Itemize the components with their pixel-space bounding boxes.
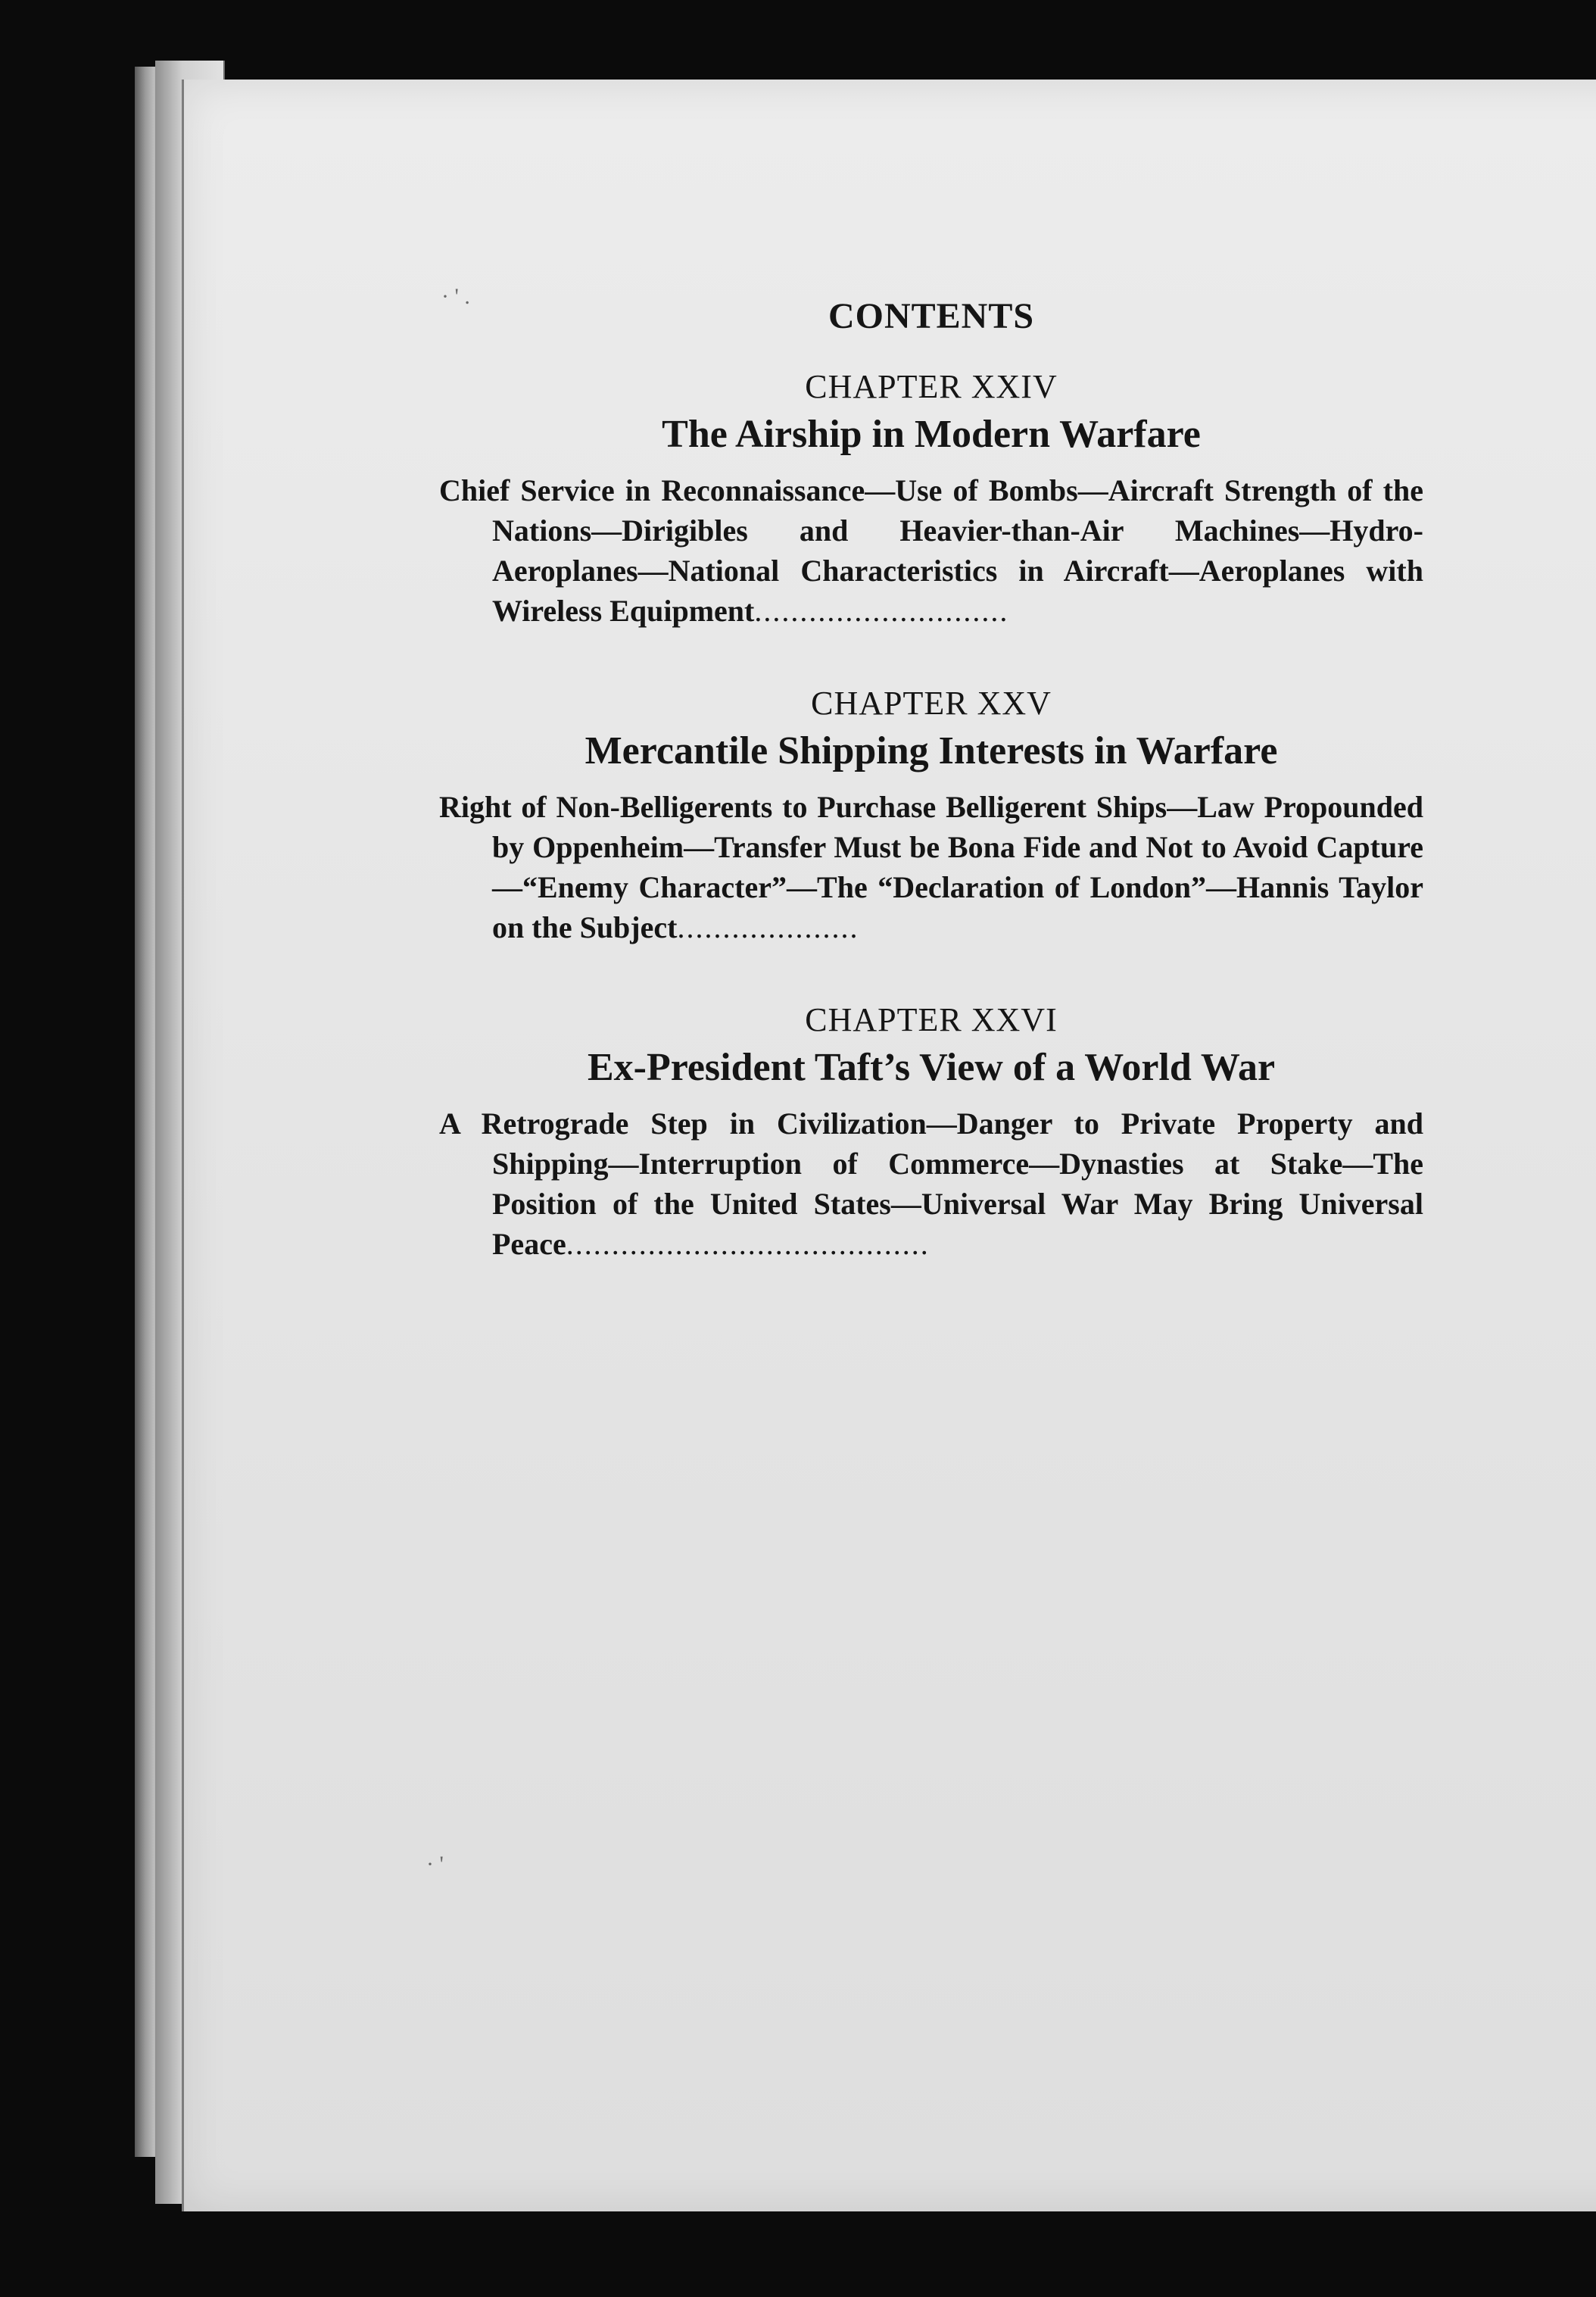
chapter-summary-text: Right of Non-Belligerents to Purchase Belligerent Ships—Law Propounded by Oppenheim—Transfer Must be Bona Fide and Not to Avoid Capture—“Enemy Character”—The “Declaration of London”—Hannis Taylor on the Subject <box>439 790 1423 944</box>
contents-heading: CONTENTS <box>828 296 1035 336</box>
chapter-title: Mercantile Shipping Interests in Warfare <box>584 729 1278 772</box>
chapter-summary <box>439 787 1423 947</box>
dot-leader: ........................................ <box>566 1227 930 1261</box>
page-speck: · ' <box>426 1852 444 1877</box>
chapter-number: CHAPTER XXV <box>811 685 1052 722</box>
chapter-entry <box>439 684 1423 947</box>
contents-block <box>439 295 1423 1317</box>
page-speck: · ' . <box>441 284 470 309</box>
chapter-entry <box>439 367 1423 631</box>
chapter-title: The Airship in Modern Warfare <box>662 413 1201 456</box>
chapter-summary-text: Chief Service in Reconnaissance—Use of Bombs—Aircraft Strength of the Nations—Dirigibles and Heavier-than-Air Machines—Hydro-Aeroplanes—National Characteristics in Aircraft—Aeroplanes with Wireless Equipment <box>439 473 1423 628</box>
chapter-number: CHAPTER XXIV <box>805 368 1058 405</box>
dot-leader: ............................ <box>754 594 1009 628</box>
chapter-title: Ex-President Taft’s View of a World War <box>587 1046 1276 1089</box>
chapter-entry <box>439 1000 1423 1264</box>
chapter-number: CHAPTER XXVI <box>805 1001 1058 1038</box>
dot-leader: .................... <box>677 910 859 944</box>
chapter-summary <box>439 470 1423 631</box>
chapter-summary <box>439 1103 1423 1264</box>
chapter-summary-text: A Retrograde Step in Civilization—Danger to Private Property and Shipping—Interruption of Commerce—Dynasties at Stake—The Position of the United States—Universal War May Bring Universal Peace <box>439 1106 1423 1261</box>
